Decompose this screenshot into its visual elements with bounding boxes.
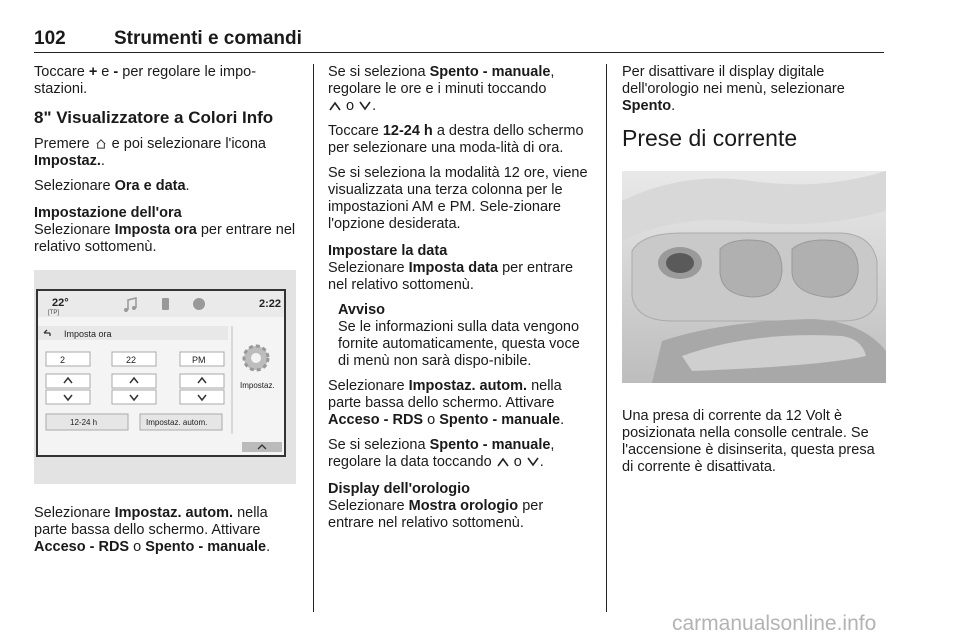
expand-button[interactable]	[242, 442, 282, 452]
hour-column	[46, 352, 90, 404]
chevron-up-icon	[328, 101, 342, 111]
paragraph: Premere e poi selezionare l'icona Impostaz..	[34, 136, 266, 169]
temperature-label: 22°	[52, 297, 69, 309]
paragraph: Una presa di corrente da 12 Volt è posizionata nella consolle centrale. Se l'accensione è disinserita, questa presa di corrente è disattivata.	[622, 408, 875, 475]
paragraph: Se si seleziona Spento - manuale, regolare la data toccando o .	[328, 437, 555, 470]
paragraph: Selezionare Imposta ora per entrare nel relativo sottomenù.	[34, 222, 296, 255]
paragraph: Per disattivare il display digitale dell'orologio nei menù, selezionare Spento.	[622, 64, 845, 114]
clock-label: 2:22	[259, 298, 282, 310]
ampm-up-button[interactable]	[180, 374, 224, 388]
home-icon	[94, 139, 108, 149]
svg-text:Impostaz. autom.: Impostaz. autom.	[146, 418, 208, 427]
section-heading: 8" Visualizzatore a Colori Info	[34, 108, 274, 127]
ampm-value: PM	[192, 355, 206, 365]
paragraph: Selezionare Impostaz. autom. nella parte bassa dello schermo. Attivare Acceso - RDS o Spento - manuale.	[328, 378, 565, 428]
paragraph: Selezionare Mostra orologio per entrare nel relativo sottomenù.	[328, 498, 544, 531]
ampm-down-button[interactable]	[180, 390, 224, 404]
paragraph: Selezionare Imposta data per entrare nel relativo sottomenù.	[328, 260, 574, 293]
info-icon[interactable]	[193, 298, 205, 310]
subheading: Display dell'orologio	[328, 481, 471, 497]
paragraph: Toccare 12-24 h a destra dello schermo per selezionare una moda-lità di ora.	[328, 123, 584, 156]
minute-value: 22	[126, 355, 137, 365]
note-title: Avviso	[338, 302, 386, 318]
power-outlet-photo	[622, 171, 886, 383]
page-header	[34, 28, 884, 53]
column-3	[622, 64, 886, 484]
chapter-title: Strumenti e comandi	[114, 28, 302, 49]
section-heading: Prese di corrente	[622, 125, 798, 151]
column-2	[328, 64, 590, 540]
minute-up-button[interactable]	[112, 374, 156, 388]
note-text: Se le informazioni sulla data vengono fornite automaticamente, questa voce di menù non sarà dispo-nibile.	[338, 319, 580, 369]
paragraph: Se si seleziona Spento - manuale, regolare le ore e i minuti toccando o .	[328, 64, 555, 114]
minute-column	[112, 352, 156, 404]
hour-down-button[interactable]	[46, 390, 90, 404]
paragraph: Selezionare Impostaz. autom. nella parte bassa dello schermo. Attivare Acceso - RDS o Spento - manuale.	[34, 505, 271, 555]
chevron-down-icon	[358, 101, 372, 111]
paragraph: Selezionare Ora e data.	[34, 178, 190, 194]
note-box	[328, 302, 590, 370]
minute-down-button[interactable]	[112, 390, 156, 404]
hour-up-button[interactable]	[46, 374, 90, 388]
phone-icon[interactable]	[162, 298, 169, 310]
watermark: carmanualsonline.info	[672, 612, 877, 635]
subheading: Impostazione dell'ora	[34, 205, 182, 221]
tp-label: [TP]	[48, 310, 60, 316]
screen-title: Imposta ora	[64, 329, 112, 339]
infotainment-screen-figure	[34, 270, 296, 489]
gear-icon[interactable]	[244, 346, 268, 370]
clock-settings-screen	[34, 270, 296, 484]
hour-value: 2	[60, 355, 66, 365]
chevron-up-icon	[496, 457, 510, 467]
paragraph: Se si seleziona la modalità 12 ore, viene visualizzata una terza colonna per le impostazioni AM e PM. Sele-zionare l'opzione desiderata.	[328, 165, 588, 232]
svg-text:12-24 h: 12-24 h	[70, 418, 98, 427]
paragraph: Toccare + e - per regolare le impo-stazioni.	[34, 64, 257, 97]
column-divider	[313, 64, 314, 612]
page-number: 102	[34, 28, 66, 49]
ampm-column	[180, 352, 224, 404]
settings-label: Impostaz.	[240, 381, 275, 390]
column-divider	[606, 64, 607, 612]
chevron-down-icon	[526, 457, 540, 467]
subheading: Impostare la data	[328, 243, 448, 259]
column-1	[34, 64, 296, 564]
